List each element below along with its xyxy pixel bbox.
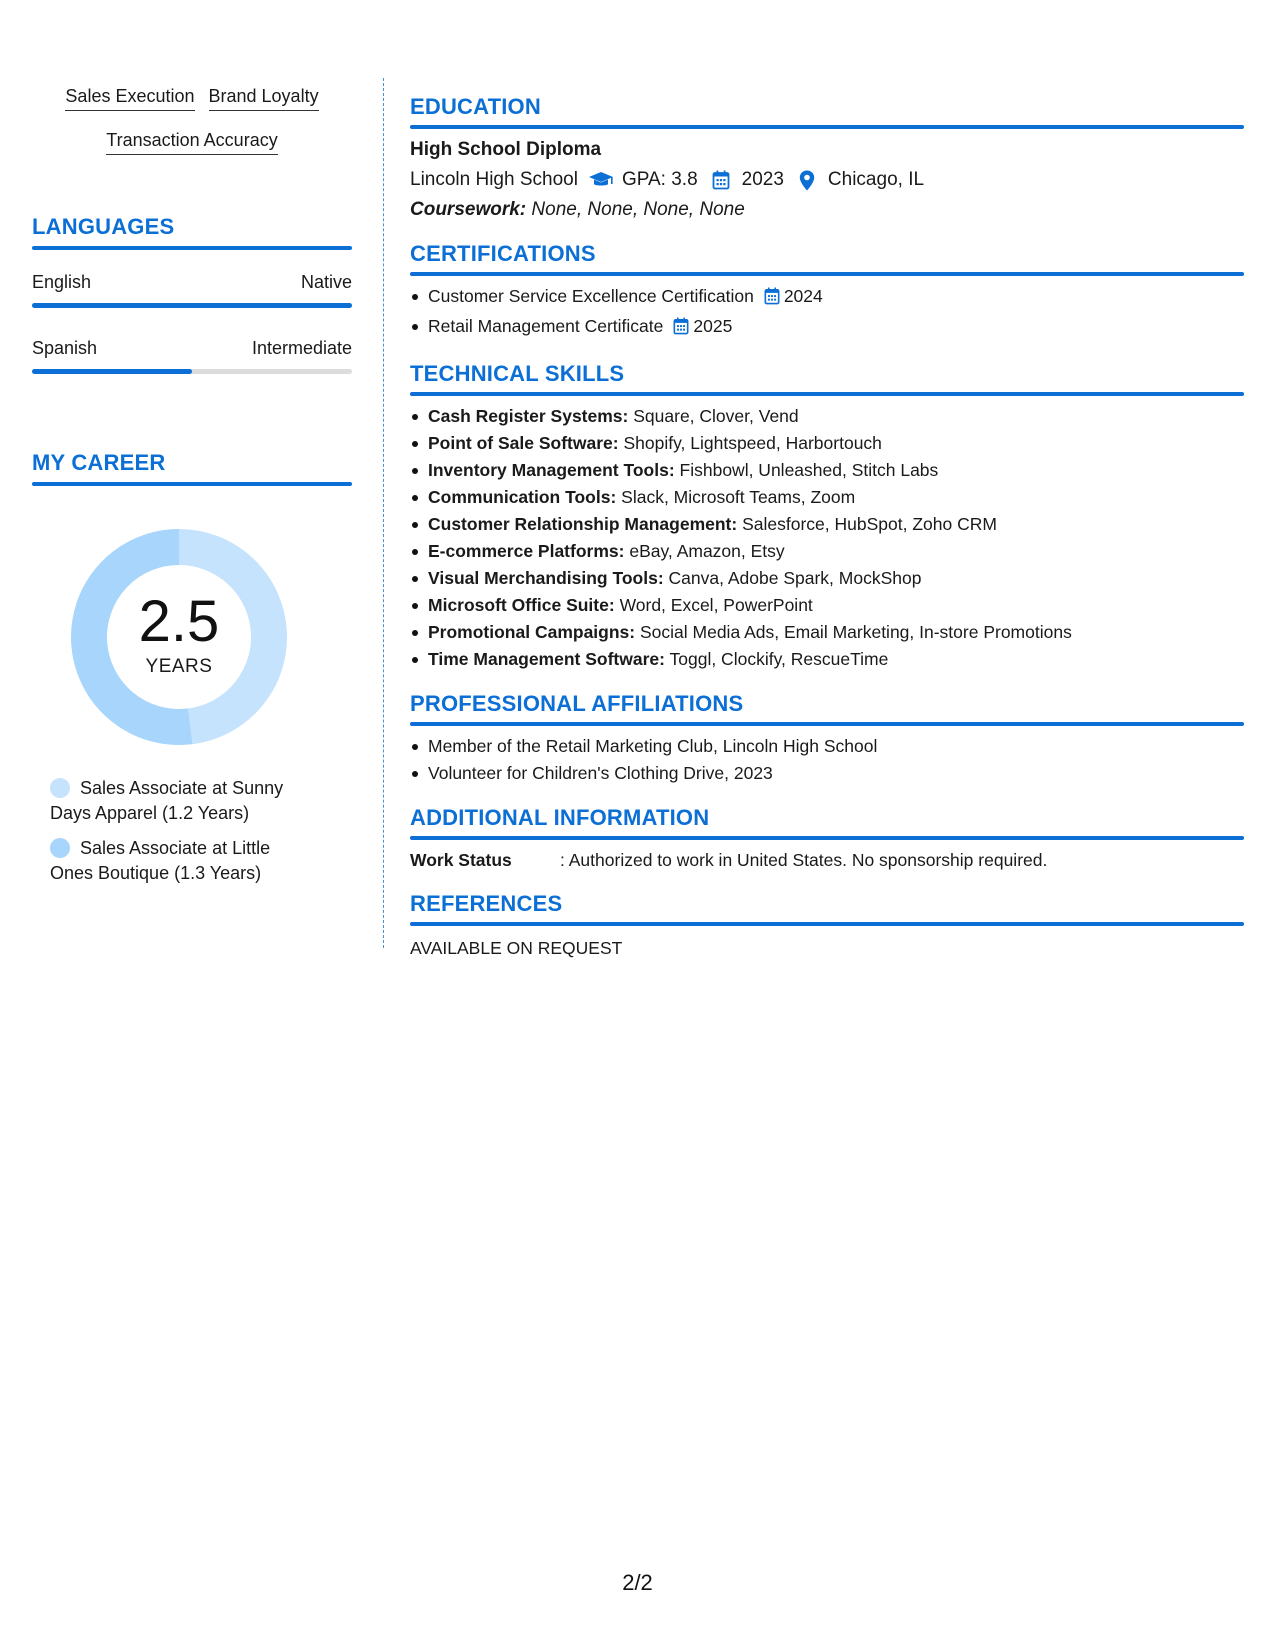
list-item (410, 592, 1244, 619)
education-details (410, 169, 1244, 191)
calendar-icon (673, 316, 689, 343)
language-bar-fill (32, 303, 352, 308)
skill-label: Customer Relationship Management: (428, 514, 738, 534)
skill-value: Toggl, Clockify, RescueTime (669, 649, 889, 669)
list-item: Member of the Retail Marketing Club, Lincoln High School (410, 733, 1244, 760)
skill-label: Time Management Software: (428, 649, 665, 669)
list-item (410, 619, 1244, 646)
technical-skills-section (410, 361, 1244, 673)
list-item (410, 457, 1244, 484)
legend-label: Sales Associate at Sunny Days Apparel (1.2 Years) (50, 778, 284, 823)
section-rule (410, 125, 1244, 129)
work-status-value: : Authorized to work in United States. No sponsorship required. (560, 850, 1048, 870)
skill-value: Social Media Ads, Email Marketing, In-store Promotions (639, 622, 1072, 642)
calendar-icon (764, 286, 780, 313)
skill-value: Canva, Adobe Spark, MockShop (668, 568, 922, 588)
references-title: REFERENCES (410, 891, 563, 916)
coursework-value: None, None, None, None (531, 199, 745, 220)
education-coursework (410, 199, 1244, 221)
language-item (32, 272, 352, 308)
skill-label: Inventory Management Tools: (428, 460, 675, 480)
education-degree: High School Diploma (410, 139, 602, 160)
additional-info-title: ADDITIONAL INFORMATION (410, 805, 710, 830)
certifications-title: CERTIFICATIONS (410, 241, 596, 266)
education-location: Chicago, IL (827, 169, 925, 190)
language-name: English (32, 272, 92, 292)
work-status-label: Work Status (410, 850, 512, 870)
language-name: Spanish (32, 338, 98, 358)
skill-label: E-commerce Platforms: (428, 541, 625, 561)
career-title: MY CAREER (32, 450, 166, 475)
affiliations-title: PROFESSIONAL AFFILIATIONS (410, 691, 744, 716)
section-rule (410, 836, 1244, 840)
skill-label: Point of Sale Software: (428, 433, 619, 453)
language-item (32, 338, 352, 374)
legend-item (50, 836, 310, 886)
technical-skills-title: TECHNICAL SKILLS (410, 361, 625, 386)
coursework-label: Coursework: (410, 199, 527, 220)
education-gpa: GPA: 3.8 (621, 169, 698, 190)
skill-tag: Sales Execution (65, 84, 194, 111)
language-bar (32, 369, 352, 374)
legend-label: Sales Associate at Little Ones Boutique (1.3 Years) (50, 838, 271, 883)
section-rule (32, 246, 352, 250)
list-item (410, 511, 1244, 538)
column-divider (383, 78, 384, 948)
donut-center (66, 524, 292, 750)
list-item (410, 403, 1244, 430)
education-title: EDUCATION (410, 94, 541, 119)
career-donut-chart (32, 524, 352, 774)
career-legend (32, 776, 352, 886)
skill-value: eBay, Amazon, Etsy (629, 541, 785, 561)
career-unit: YEARS (145, 656, 213, 677)
list-item (410, 565, 1244, 592)
technical-skills-list (410, 403, 1244, 673)
language-bar-fill (32, 369, 192, 374)
skill-label: Promotional Campaigns: (428, 622, 636, 642)
languages-title: LANGUAGES (32, 214, 175, 239)
skill-tag: Brand Loyalty (209, 84, 319, 111)
calendar-icon (708, 169, 734, 191)
skill-value: Word, Excel, PowerPoint (619, 595, 813, 615)
list-item (410, 646, 1244, 673)
affiliations-section (410, 691, 1244, 787)
location-pin-icon (794, 169, 820, 191)
skill-value: Slack, Microsoft Teams, Zoom (621, 487, 856, 507)
section-rule (410, 272, 1244, 276)
skill-label: Microsoft Office Suite: (428, 595, 615, 615)
skill-value: Square, Clover, Vend (633, 406, 799, 426)
references-text: AVAILABLE ON REQUEST (410, 938, 623, 958)
left-column (32, 84, 352, 896)
language-bar (32, 303, 352, 308)
skill-label: Cash Register Systems: (428, 406, 629, 426)
languages-section (32, 214, 352, 374)
skill-tags (32, 80, 352, 168)
career-total: 2.5 (138, 589, 220, 654)
page-number: 2/2 (622, 1570, 653, 1595)
skill-value: Fishbowl, Unleashed, Stitch Labs (679, 460, 939, 480)
list-item: Volunteer for Children's Clothing Drive, 2023 (410, 760, 1244, 787)
certifications-section (410, 241, 1244, 343)
language-level: Intermediate (251, 338, 352, 358)
section-rule (410, 922, 1244, 926)
list-item (410, 538, 1244, 565)
cert-year: 2025 (693, 316, 733, 336)
education-section (410, 94, 1244, 221)
skill-value: Salesforce, HubSpot, Zoho CRM (742, 514, 997, 534)
work-status-row (410, 850, 1244, 871)
education-school: Lincoln High School (410, 169, 578, 190)
legend-dot (50, 838, 70, 858)
skill-label: Communication Tools: (428, 487, 617, 507)
cert-year: 2024 (783, 286, 823, 306)
section-rule (32, 482, 352, 486)
language-level: Native (300, 272, 352, 292)
list-item (410, 484, 1244, 511)
legend-item (50, 776, 310, 826)
cert-name: Customer Service Excellence Certification (428, 286, 754, 306)
references-section (410, 891, 1244, 959)
cert-name: Retail Management Certificate (428, 316, 664, 336)
career-section (32, 450, 352, 886)
skill-label: Visual Merchandising Tools: (428, 568, 664, 588)
certifications-list (410, 283, 1244, 343)
legend-dot (50, 778, 70, 798)
skill-value: Shopify, Lightspeed, Harbortouch (623, 433, 882, 453)
list-item (410, 430, 1244, 457)
education-year: 2023 (741, 169, 784, 190)
additional-info-section (410, 805, 1244, 871)
section-rule (410, 392, 1244, 396)
affiliations-list (410, 733, 1244, 787)
list-item (410, 283, 1244, 313)
skill-tag: Transaction Accuracy (106, 128, 277, 155)
graduation-cap-icon (588, 169, 614, 191)
right-column (410, 94, 1244, 969)
section-rule (410, 722, 1244, 726)
list-item (410, 313, 1244, 343)
